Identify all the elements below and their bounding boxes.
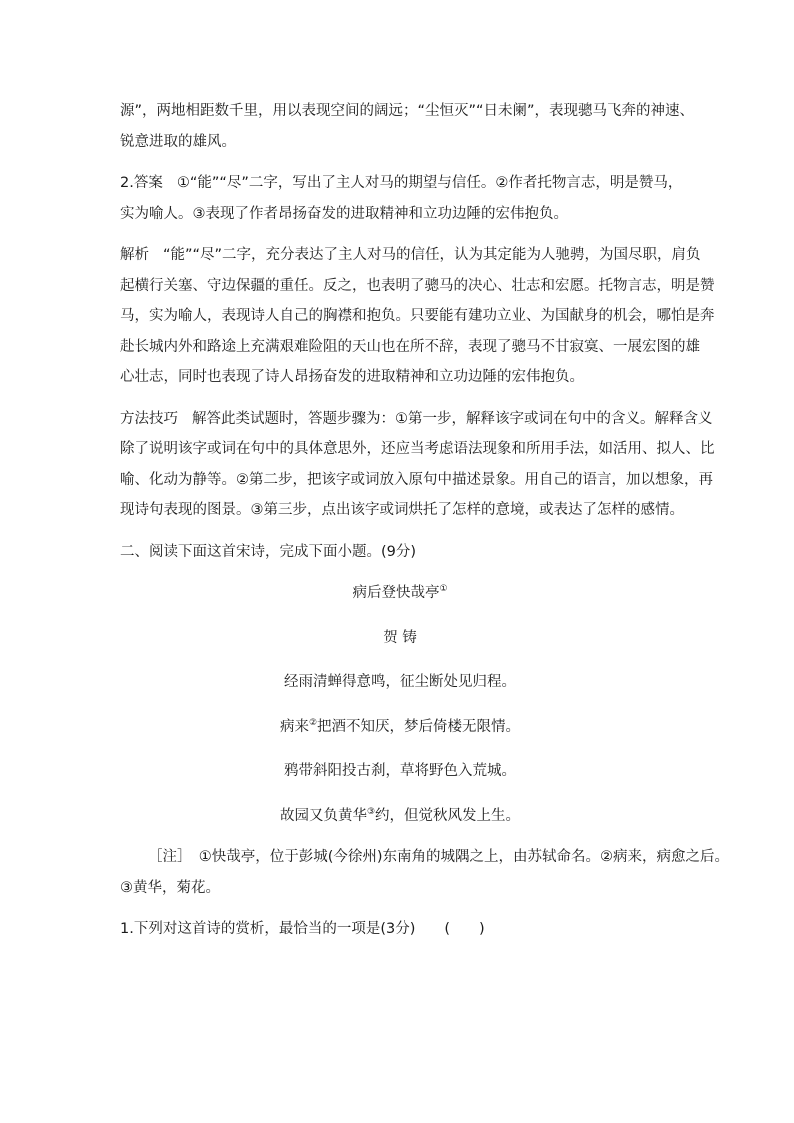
poem-line: 故园又负黄华③约，但觉秋风发上生。 [279, 806, 521, 824]
text-line: 起横行关塞、守边保疆的重任。反之，也表明了骢马的决心、壮志和宏愿。托物言志，明是赞 [120, 277, 715, 294]
poem-line: 鸦带斜阳投古刹，草将野色入荒城。 [284, 763, 516, 779]
text-line: ③黄华，菊花。 [120, 879, 220, 896]
poem-author: 贺 铸 [383, 629, 417, 646]
footnote-marker: ② [308, 717, 318, 728]
text-line: 赴长城内外和路途上充满艰难险阻的天山也在所不辞，表现了骢马不甘寂寞、一展宏图的雄 [120, 338, 700, 355]
section-heading [120, 537, 680, 568]
method-tips [120, 404, 715, 526]
poem-line: 经雨清蝉得意鸣，征尘断处见归程。 [284, 674, 516, 690]
answer-text: ①“能”“尽”二字，写出了主人对马的期望与信任。②作者托物言志，明是赞马， [176, 175, 683, 191]
text-line: 源”，两地相距数千里，用以表现空间的阔远；“尘恒灭”“日未阑”，表现骢马飞奔的神速、 [120, 103, 695, 119]
text-line: 除了说明该字或词在句中的具体意思外，还应当考虑语法现象和所用手法，如活用、拟人、比 [120, 441, 715, 457]
question-1 [120, 914, 680, 945]
text-line: 喻、化动为静等。②第二步，把该字或词放入原句中描述景象。用自己的语言，加以想象，再 [120, 471, 713, 488]
question-text: 1.下列对这首诗的赏析，最恰当的一项是(3分) ( ) [120, 921, 485, 937]
text-line: 心壮志，同时也表现了诗人昂扬奋发的进取精神和立功边陲的宏伟抱负。 [120, 369, 584, 385]
document-page [120, 96, 730, 945]
poem-line: 病来②把酒不知厌，梦后倚楼无限情。 [279, 717, 521, 735]
section-2-heading: 二、阅读下面这首宋诗，完成下面小题。(9分) [120, 543, 417, 560]
method-label: 方法技巧 [120, 410, 178, 427]
footnote-marker: ① [439, 584, 448, 595]
poem-notes [120, 842, 730, 903]
text-line: 现诗句表现的图景。③第三步，点出该字或词烘托了怎样的意境，或表达了怎样的感情。 [120, 502, 684, 518]
text-line [120, 168, 683, 199]
analysis-2 [120, 240, 715, 393]
analysis-label: 解析 [120, 247, 149, 263]
method-text: 解答此类试题时，答题步骤为：①第一步，解释该字或词在句中的含义。解释含义 [192, 410, 713, 427]
poem-title: 病后登快哉亭① [352, 584, 448, 601]
text-line: 马，实为喻人，表现诗人自己的胸襟和抱负。只要能有建功立业、为国献身的机会，哪怕是奔 [120, 308, 715, 324]
text-line: 实为喻人。③表现了作者昂扬奋发的进取精神和立功边陲的宏伟抱负。 [120, 205, 568, 222]
text-line [120, 404, 713, 435]
answer-2 [120, 168, 683, 229]
footnote-marker: ③ [366, 806, 376, 817]
answer-label: 2.答案 [120, 175, 163, 191]
analysis-continuation [120, 96, 695, 157]
text-line: ［注］ ①快哉亭，位于彭城(今徐州)东南角的城隅之上，由苏轼命名。②病来，病愈之后。 [148, 849, 730, 865]
text-line: 锐意进取的雄风。 [120, 133, 236, 150]
poem [120, 578, 680, 831]
analysis-text: “能”“尽”二字，充分表达了主人对马的信任，认为其定能为人驰骋，为国尽职，肩负 [163, 247, 701, 263]
text-line [120, 240, 701, 271]
